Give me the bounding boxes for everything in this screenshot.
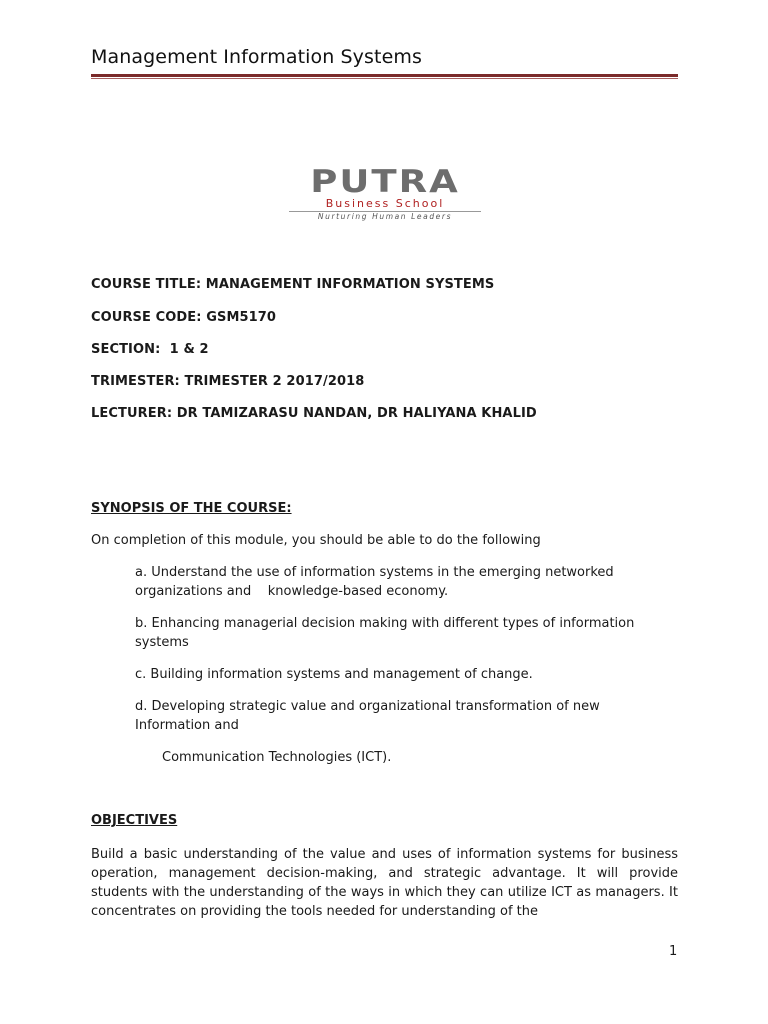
course-code: COURSE CODE: GSM5170 <box>91 310 277 325</box>
synopsis-item-c: c. Building information systems and management of change. <box>135 667 533 682</box>
logo-sub-text: Business School <box>325 197 445 210</box>
school-logo <box>287 162 483 224</box>
header-rule <box>91 74 678 77</box>
header-rule-thin <box>91 78 678 79</box>
logo-tagline: Nurturing Human Leaders <box>317 212 453 221</box>
logo-main-text: PUTRA <box>310 162 460 200</box>
course-section: SECTION: 1 & 2 <box>91 342 209 357</box>
synopsis-item-b: b. Enhancing managerial decision making with different types of information systems <box>135 616 635 650</box>
synopsis-item-d-cont: Communication Technologies (ICT). <box>162 750 392 765</box>
synopsis-intro: On completion of this module, you should be able to do the following <box>91 533 541 548</box>
course-lecturer: LECTURER: DR TAMIZARASU NANDAN, DR HALIYANA KHALID <box>91 406 537 421</box>
synopsis-item-a: a. Understand the use of information systems in the emerging networked organizations and knowledge-based economy. <box>135 565 618 599</box>
course-title: COURSE TITLE: MANAGEMENT INFORMATION SYSTEMS <box>91 277 495 292</box>
page-number: 1 <box>669 944 678 959</box>
synopsis-heading: SYNOPSIS OF THE COURSE: <box>91 501 292 516</box>
synopsis-item-d: d. Developing strategic value and organizational transformation of new Information and <box>135 699 600 733</box>
page-header: Management Information Systems <box>91 46 422 68</box>
objectives-heading: OBJECTIVES <box>91 813 178 828</box>
objectives-paragraph: Build a basic understanding of the value and uses of information systems for business operation, management decision-making, and strategic advantage. It will provide students with the understanding of the ways in which they can utilize ICT as managers. It concentrates on providing the tools needed for understanding of the <box>91 847 678 919</box>
course-trimester: TRIMESTER: TRIMESTER 2 2017/2018 <box>91 374 365 389</box>
